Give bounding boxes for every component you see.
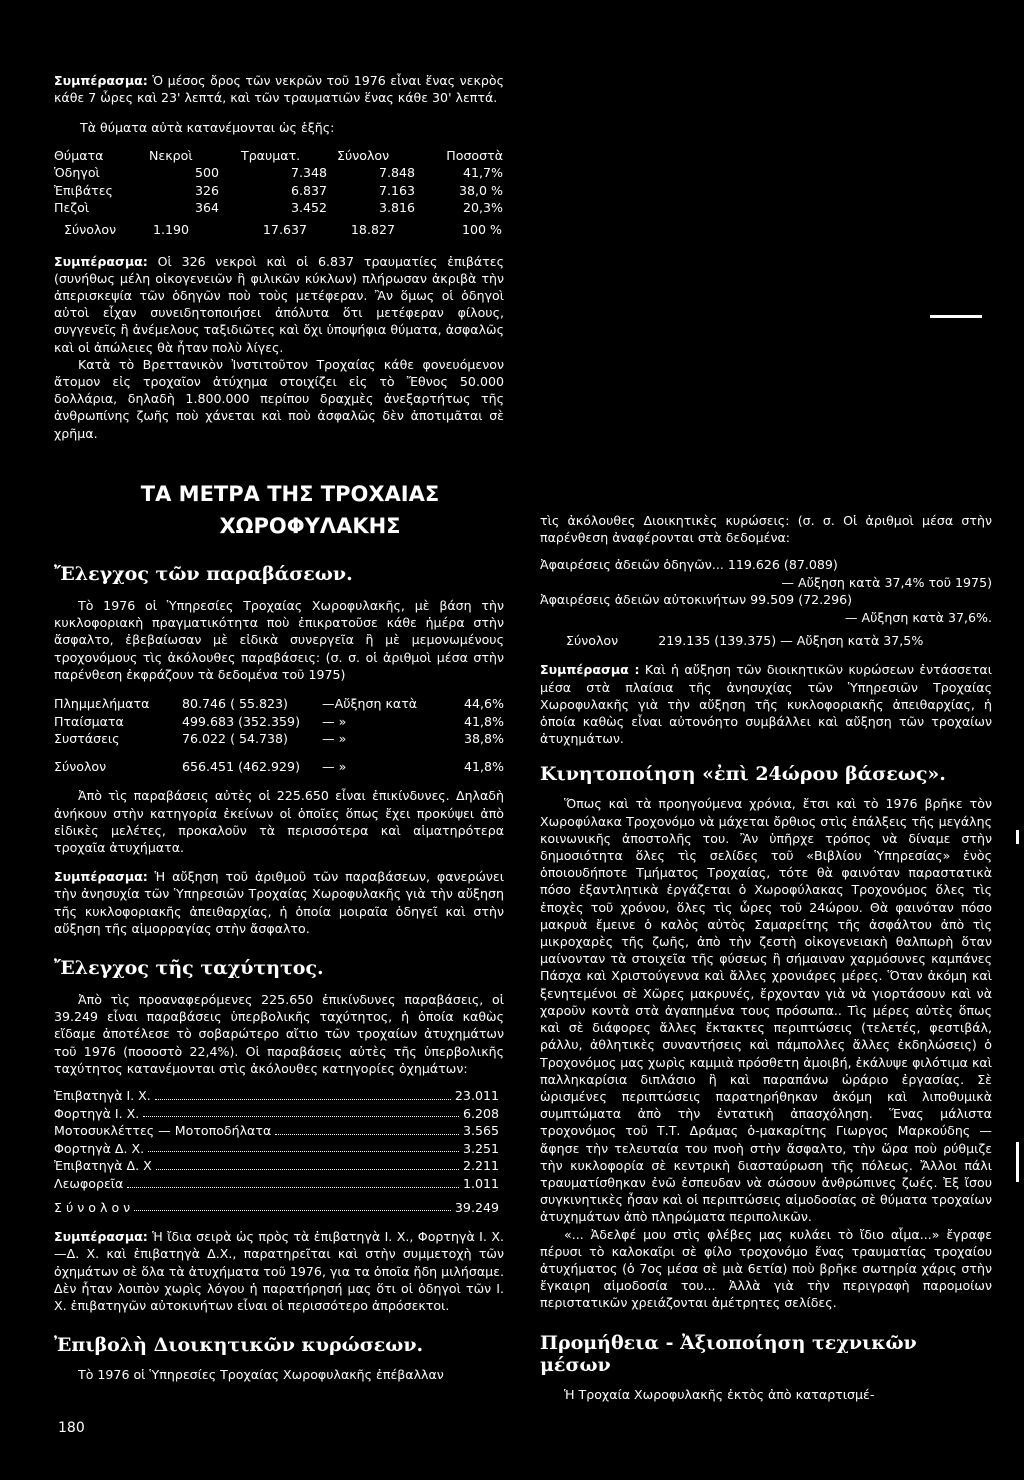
table-cell: 18.827: [350, 221, 395, 237]
margin-mark: [1016, 830, 1019, 844]
stats-note: — »: [322, 731, 347, 747]
vehicle-value: 39.249: [454, 1199, 499, 1215]
stats-note: — »: [322, 713, 347, 729]
heading-mobilization: Κινητοποίηση «ἐπὶ 24ώρου βάσεως».: [540, 763, 946, 786]
table-cell: 364: [194, 200, 219, 216]
vehicle-value: 2.211: [462, 1158, 499, 1174]
table-cell: 3.816: [378, 200, 415, 216]
paragraph-speed: Ἀπὸ τὶς προαναφερόμενες 225.650 ἐπικίνδυνες παραβάσεις, οἱ 39.249 εἶναι παραβάσεις ὑπερβολικῆς ταχύτητος, ἡ ὁποία καθὼς εἴδαμε ἀποτέλεσε τὸ σοβαρώτερο αἴτιο τῶν τροχαίων ἀτυχημάτων τοῦ 1976 (ποσοστὸ 22,4%). Οἱ παραβάσεις αὐτὲς τῆς ὑπερβολικῆς ταχύτητος κατανέμονται στὶς ἀκόλουθες κατηγορίες ὀχημάτων:: [54, 992, 504, 1076]
stats-row: [54, 713, 504, 731]
dot-leader: [148, 1140, 459, 1153]
table-cell: 7.348: [290, 165, 327, 181]
table-header: [54, 147, 504, 165]
conclusion-label: Συμπέρασμα :: [540, 662, 640, 678]
table-cell: 500: [194, 165, 219, 181]
vehicle-row: [54, 1105, 499, 1123]
license-increase: — Αὔξηση κατὰ 37,6%.: [844, 609, 992, 625]
stats-pct: 41,8%: [463, 713, 504, 729]
license-increase: — Αὔξηση κατὰ 37,4% τοῦ 1975): [781, 574, 992, 590]
vehicle-label: Λεωφορεῖα: [54, 1176, 124, 1191]
dot-leader: [155, 1087, 451, 1100]
vehicle-value: 3.251: [462, 1140, 499, 1156]
stats-pct: 44,6%: [463, 696, 504, 712]
conclusion-label: Συμπέρασμα:: [54, 869, 148, 885]
left-column: [54, 563, 504, 1383]
conclusion-label: Συμπέρασμα:: [54, 1229, 148, 1245]
vehicles-list: [54, 1087, 499, 1216]
vehicle-label: Φορτηγὰ Ι. Χ.: [54, 1105, 140, 1121]
paragraph-sanctions: Τὸ 1976 οἱ Ὑπηρεσίες Τροχαίας Χωροφυλακῆς ἐπέβαλλαν: [78, 1367, 444, 1383]
dot-leader: [143, 1105, 459, 1118]
stats-value: 76.022 ( 54.738): [182, 731, 288, 747]
table-cell: Ὁδηγοὶ: [54, 165, 100, 181]
vehicle-value: 1.011: [462, 1176, 499, 1191]
table-cell: 7.848: [378, 165, 415, 181]
stats-value: 80.746 ( 55.823): [182, 696, 288, 712]
header-cell: Νεκροὶ: [149, 147, 193, 163]
dot-leader: [127, 1175, 459, 1188]
license-stats: [540, 556, 992, 649]
vehicle-label: Ἐπιβατηγὰ Ι. Χ.: [54, 1088, 151, 1104]
header-cell: Τραυματ.: [241, 147, 301, 163]
conclusion-text: Ὁ μέσος ὄρος τῶν νεκρῶν τοῦ 1976 εἶναι ἕνας νεκρὸς κάθε 7 ὧρες καὶ 23' λεπτά, καὶ τῶν τραυματιῶν ἕνας κάθε 30' λεπτά.: [54, 73, 504, 106]
table-cell: 38,0 %: [458, 182, 503, 198]
stats-value: 499.683 (352.359): [182, 713, 300, 729]
license-row: Ἀφαιρέσεις ἀδειῶν ὁδηγῶν... 119.626 (87.089): [540, 557, 838, 573]
paragraph-provision: Ἡ Τροχαία Χωροφυλακῆς ἐκτὸς ἀπὸ καταρτισμέ-: [564, 1386, 875, 1402]
vehicle-row: [54, 1175, 499, 1193]
heading-provision: Προμήθεια - Ἀξιοποίηση τεχνικῶν μέσων: [540, 1331, 917, 1376]
paragraph-mobilization: Ὅπως καὶ τὰ προηγούμενα χρόνια, ἔτσι καὶ τὸ 1976 βρῆκε τὸν Χωροφύλακα Τροχονόμο νὰ μάχεται ὄρθιος στὶς ἐπάλξεις τῆς μεγάλης κοινωνικῆς ἀποστολῆς του. Ἂν ὑπῆρχε τρόπος νὰ δίναμε στὴν δημοσιότητα ὅλες τὶς σελίδες τοῦ «Βιβλίου Ὑπηρεσίας» ἑνὸς ὁποιουδήποτε Τμήματος Τροχαίας, τότε θὰ φαινόταν παραστατικὰ πόσο ἐξαντλητικὰ ἐργάζεται ὁ Χωροφύλακας Τροχονόμος ὅλες τὶς ἐποχὲς τοῦ χρόνου, ὅλες τὶς ὧρες τοῦ 24ώρου. Θὰ φαινόταν πόσο μακρυὰ ἔμεινε ὁ καλὸς αὐτὸς Σαμαρείτης τῆς ἀσφάλτου ἀπὸ τὶς μικροχαρὲς τῆς ζωῆς, ἀπὸ τὴν ζεστὴ οἰκογενειακὴ θαλπωρὴ ὅταν μαίνονταν τὰ στοιχεῖα τῆς φύσεως ἢ σήμαιναν χαρμόσυνες καμπάνες Πάσχα καὶ Χριστούγεννα καὶ ἄλλες χρονιάρες μέρες. Ὅταν ἀκόμη καὶ ξενητεμένοι σὲ Χῶρες μακρυνές, ἔρχονταν γιὰ νὰ γιορτάσουν καὶ νὰ χαροῦν κοντὰ στὰ ἀγαπημένα τους πρόσωπα.. Τὶς μέρες αὐτὲς ὅπως καὶ σὲ διάφορες ἄλλες ἔκτακτες περιπτώσεις (τελετές, φεστιβάλ, ράλλυ, ἀθλητικὲς συναντήσεις καὶ πάμπολλες ἄλλες ἐκδηλώσεις) ὁ Τροχονόμος μας χωρὶς καμμιὰ πρόσθετη ἀμοιβή, ἐκάλυψε φιλότιμα καὶ παλληκαρίσια διπλάσιο ἢ καὶ παραπάνω ὡράριο ἐργασίας. Σὲ ὡρισμένες περιπτώσεις παρατηρήθηκαν ἀκόμη καὶ λιποθυμικὰ συμπτώματα ἀπὸ τὴν ἐντατικὴ ἀπασχόληση. Ἕνας μάλιστα τροχονόμος τοῦ Τ.Τ. Δράμας ὁ-μακαρίτης Γιωργος Μαρκούδης —ἄφησε τὴν τελευταία του πνοὴ στὴν ἄσφαλτο, τὴν ὥρα ποὺ ρύθμιζε τὴν κυκλοφορία σὲ κεντρικὴ διασταύρωση τῆς πόλεως. Ἄλλοι πάλι τραυματίσθηκαν ἐνῶ ἐσπευδαν νὰ σώσουν ἀνθρώπινες ζωές. Ἐξ ἴσου συγκινητικὲς ἦσαν καὶ οἱ περιπτώσεις αἱμοδοσίας σὲ θύματα τροχαίων ἀτυχημάτων ἀπὸ πληρώματα περιπολικῶν.: [540, 796, 992, 1225]
stats-row: [54, 695, 504, 713]
paragraph-cost: Κατὰ τὸ Βρεττανικὸν Ἰνστιτοῦτον Τροχαίας κάθε φονευόμενον ἄτομον εἰς τροχαῖον ἀτύχημα στοιχίζει εἰς τὸ Ἔθνος 50.000 δολλάρια, δηλαδὴ 1.800.000 περίπου δραχμὲς ἀνεξαρτήτως τῆς ἀνθρωπίνης ζωῆς ποὺ χάνεται καὶ ποὺ ἀσφαλῶς δὲν ἀποτιμᾶται σὲ χρῆμα.: [54, 356, 504, 441]
title-line-1: ΤΑ ΜΕΤΡΑ ΤΗΣ ΤΡΟΧΑΙΑΣ: [140, 482, 440, 506]
stats-value: 656.451 (462.929): [182, 758, 300, 774]
vehicle-label: Σ ύ ν ο λ ο ν: [54, 1199, 131, 1215]
table-row: [54, 164, 504, 182]
vehicle-label: Φορτηγὰ Δ. Χ.: [54, 1140, 145, 1156]
conclusion-1: [54, 72, 504, 106]
vehicle-row: [54, 1157, 499, 1175]
title-line-2: ΧΩΡΟΦΥΛΑΚΗΣ: [219, 514, 401, 538]
conclusion-5: [540, 661, 992, 747]
paragraph-dangerous: Ἀπὸ τὶς παραβάσεις αὐτὲς οἱ 225.650 εἶναι ἐπικίνδυνες. Δηλαδὴ ἀνήκουν στὴν κατηγορία ἐκείνων οἱ ὁποῖες ὅπως ἔχει προκύψει ἀπὸ εἰδικὲς μελέτες, προκαλοῦν τὰ περισσότερα καὶ αἱματηρότερα τροχαῖα ἀτυχήματα.: [54, 788, 504, 855]
stats-label: Σύνολον: [54, 758, 107, 774]
top-section: [54, 72, 504, 442]
vehicle-value: 3.565: [462, 1123, 499, 1139]
heading-violations: Ἔλεγχος τῶν παραβάσεων.: [54, 563, 353, 585]
stats-label: Συστάσεις: [54, 731, 120, 747]
table-total-row: [54, 221, 504, 239]
table-cell: 3.452: [290, 200, 327, 216]
conclusion-text: Ἡ αὔξηση τοῦ ἀριθμοῦ τῶν παραβάσεων, φανερώνει τὴν ἀνησυχία τῶν Ὑπηρεσιῶν Τροχαίας Χωροφυλακῆς γιὰ τὴν αὔξηση τῆς κυκλοφοριακῆς ἀπειθαρχίας, ἡ ὁποία μοιραῖα ὁδηγεῖ καὶ στὴν αὔξηση τῆς αἱμορραγίας στὴν ἄσφαλτο.: [54, 869, 504, 936]
table-cell: 41,7%: [462, 165, 503, 181]
table-row: [54, 182, 504, 200]
stats-note: —Αὔξηση κατὰ: [322, 696, 418, 712]
main-title: [90, 478, 490, 542]
conclusion-4: [54, 1228, 504, 1314]
vehicle-row: [54, 1140, 499, 1158]
conclusion-label: Συμπέρασμα:: [54, 253, 148, 269]
header-cell: Σύνολον: [337, 147, 390, 163]
table-cell: 7.163: [378, 182, 415, 198]
header-cell: Θύματα: [54, 147, 104, 163]
stats-row: [54, 730, 504, 748]
victims-table: [54, 147, 504, 239]
stats-note: — »: [322, 758, 347, 774]
stats-label: Πλημμελήματα: [54, 696, 150, 712]
stats-pct: 41,8%: [463, 758, 504, 774]
divider-line: [930, 315, 982, 318]
table-cell: 6.837: [290, 182, 327, 198]
violations-stats: [54, 695, 504, 775]
paragraph-violations: Τὸ 1976 οἱ Ὑπηρεσίες Τροχαίας Χωροφυλακῆς, μὲ βάση τὴν κυκλοφοριακὴ πραγματικότητα ποὺ ἐπικρατοῦσε κάθε ἡμέρα στὴν ἄσφαλτο, ἐβεβαίωσαν μὲ εἰδικὰ συνεργεῖα ἢ μὲ μεμονωμένους τροχονόμους τὶς ἀκόλουθες παραβάσεις: (σ. σ. οἱ ἀριθμοὶ μέσα στὴν παρένθεση ἐκφράζουν τὰ δεδομένα τοῦ 1975): [54, 598, 504, 682]
table-intro: Τὰ θύματα αὐτὰ κατανέμονται ὡς ἑξῆς:: [80, 120, 335, 136]
conclusion-3: [54, 868, 504, 937]
table-cell: 20,3%: [462, 200, 503, 216]
conclusion-text: Οἱ 326 νεκροὶ καὶ οἱ 6.837 τραυματίες ἐπιβάτες (συνήθως μέλη οἰκογενειῶν ἢ φιλικῶν κύκλων) πλήρωσαν ἀκριβὰ τὴν ἀπερισκεψία τῶν ὁδηγῶν ποὺ τοὺς μετέφεραν. Ἂν ὅμως οἱ ὁδηγοὶ αὐτοὶ εἶχαν συνειδητοποιήσει ἀπόλυτα ὅτι μετέφεραν φίλους, συγγενεῖς ἢ ἀνέμελους ταξιδιῶτες καὶ ὄχι ὑποψήφια θύματα, ἀσφαλῶς καὶ οἱ ἀπώλειες θὰ ἦταν πολὺ λίγες.: [54, 253, 504, 355]
header-cell: Ποσοστὰ: [446, 147, 503, 163]
heading-sanctions: Ἐπιβολὴ Διοικητικῶν κυρώσεων.: [54, 1334, 424, 1357]
table-cell: 326: [194, 182, 219, 198]
page-number: 180: [58, 1420, 85, 1436]
vehicle-row: [54, 1087, 499, 1105]
margin-mark: [1016, 1142, 1019, 1182]
vehicle-total-row: [54, 1199, 499, 1217]
sanctions-intro: τὶς ἀκόλουθες Διοικητικὲς κυρώσεις: (σ. σ. Οἱ ἀριθμοὶ μέσα στὴν παρένθεση ἀναφέρονται στὰ δεδομένα:: [540, 513, 992, 546]
conclusion-text: Καὶ ἡ αὔξηση τῶν διοικητικῶν κυρώσεων ἐντάσσεται μέσα στὰ πλαίσια τῆς ἀνησυχίας τῶν Ὑπηρεσιῶν Τροχαίας Χωροφυλακῆς γιὰ τὴν αὔξηση τῆς κυκλοφοριακῆς ἀπειθαρχίας, ἡ ὁποία καθὼς εἶναι αὐτονόητο συμβάλλει καὶ αὔξηση τῶν τροχαίων ἀτυχημάτων.: [540, 662, 992, 747]
vehicle-row: [54, 1122, 499, 1140]
stats-label: Πταίσματα: [54, 713, 124, 729]
heading-speed: Ἔλεγχος τῆς ταχύτητος.: [54, 957, 324, 980]
table-cell: 17.637: [262, 221, 307, 237]
table-cell: Πεζοὶ: [54, 200, 90, 216]
table-cell: Ἐπιβάτες: [54, 182, 113, 198]
license-total: Σύνολον 219.135 (139.375) — Αὔξηση κατὰ 37,5%: [566, 633, 924, 649]
table-cell: 1.190: [152, 221, 189, 237]
conclusion-text: Ἡ ἴδια σειρὰ ὡς πρὸς τὰ ἐπιβατηγὰ Ι. Χ., Φορτηγὰ Ι. Χ. —Δ. Χ. καὶ ἐπιβατηγὰ Δ.Χ., παρατηρεῖται καὶ στὴν συμμετοχὴ τῶν ὀχημάτων σὲ ὅλα τὰ ἀτυχήματα τοῦ 1976, για τα ὁποῖα ἤδη μιλήσαμε. Δὲν ἦταν λοιπὸν χωρὶς λόγου ἡ παρατήρησή μας ὅτι οἱ ὁδηγοὶ τῶν Ι. Χ. ἐπιβατηγῶν αὐτοκινήτων εἶναι οἱ περισσότερο ἀπρόσεκτοι.: [54, 1229, 504, 1313]
conclusion-2: [54, 253, 504, 356]
table-cell: Σύνολον: [64, 221, 117, 237]
vehicle-label: Μοτοσυκλέττες — Μοτοποδήλατα: [54, 1123, 272, 1139]
right-column: [540, 512, 992, 1403]
dot-leader: [275, 1122, 459, 1135]
vehicle-value: 6.208: [462, 1105, 499, 1121]
license-row: Ἀφαιρέσεις ἀδειῶν αὐτοκινήτων 99.509 (72.296): [540, 592, 853, 608]
stats-pct: 38,8%: [463, 731, 504, 747]
table-row: [54, 199, 504, 217]
vehicle-value: 23.011: [454, 1088, 499, 1104]
vehicle-label: Ἐπιβατηγὰ Δ. Χ: [54, 1158, 152, 1174]
dot-leader: [156, 1157, 459, 1170]
table-cell: 100 %: [461, 221, 502, 237]
paragraph-mobilization-quote: «... Ἀδελφέ μου στὶς φλέβες μας κυλάει τὸ ἴδιο αἷμα...» ἔγραφε πέρυσι τὸ καλοκαῖρι σὲ φίλο τροχονόμο ἕνας τραυματίας τροχαίου ἀτυχήματος (ὁ 7ος μέσα σὲ μιὰ 6ετία) ποὺ βρῆκε σωτηρία χάρις στὴν ἔγκαιρη αἱμοδοσία του... Ἀλλὰ γιὰ τὴν περιγραφὴ παρομοίων περιστατικῶν χρειάζονται ἀμέτρητες σελίδες.: [540, 1226, 992, 1311]
stats-total-row: [54, 758, 504, 776]
dot-leader: [134, 1199, 451, 1212]
conclusion-label: Συμπέρασμα:: [54, 73, 148, 88]
